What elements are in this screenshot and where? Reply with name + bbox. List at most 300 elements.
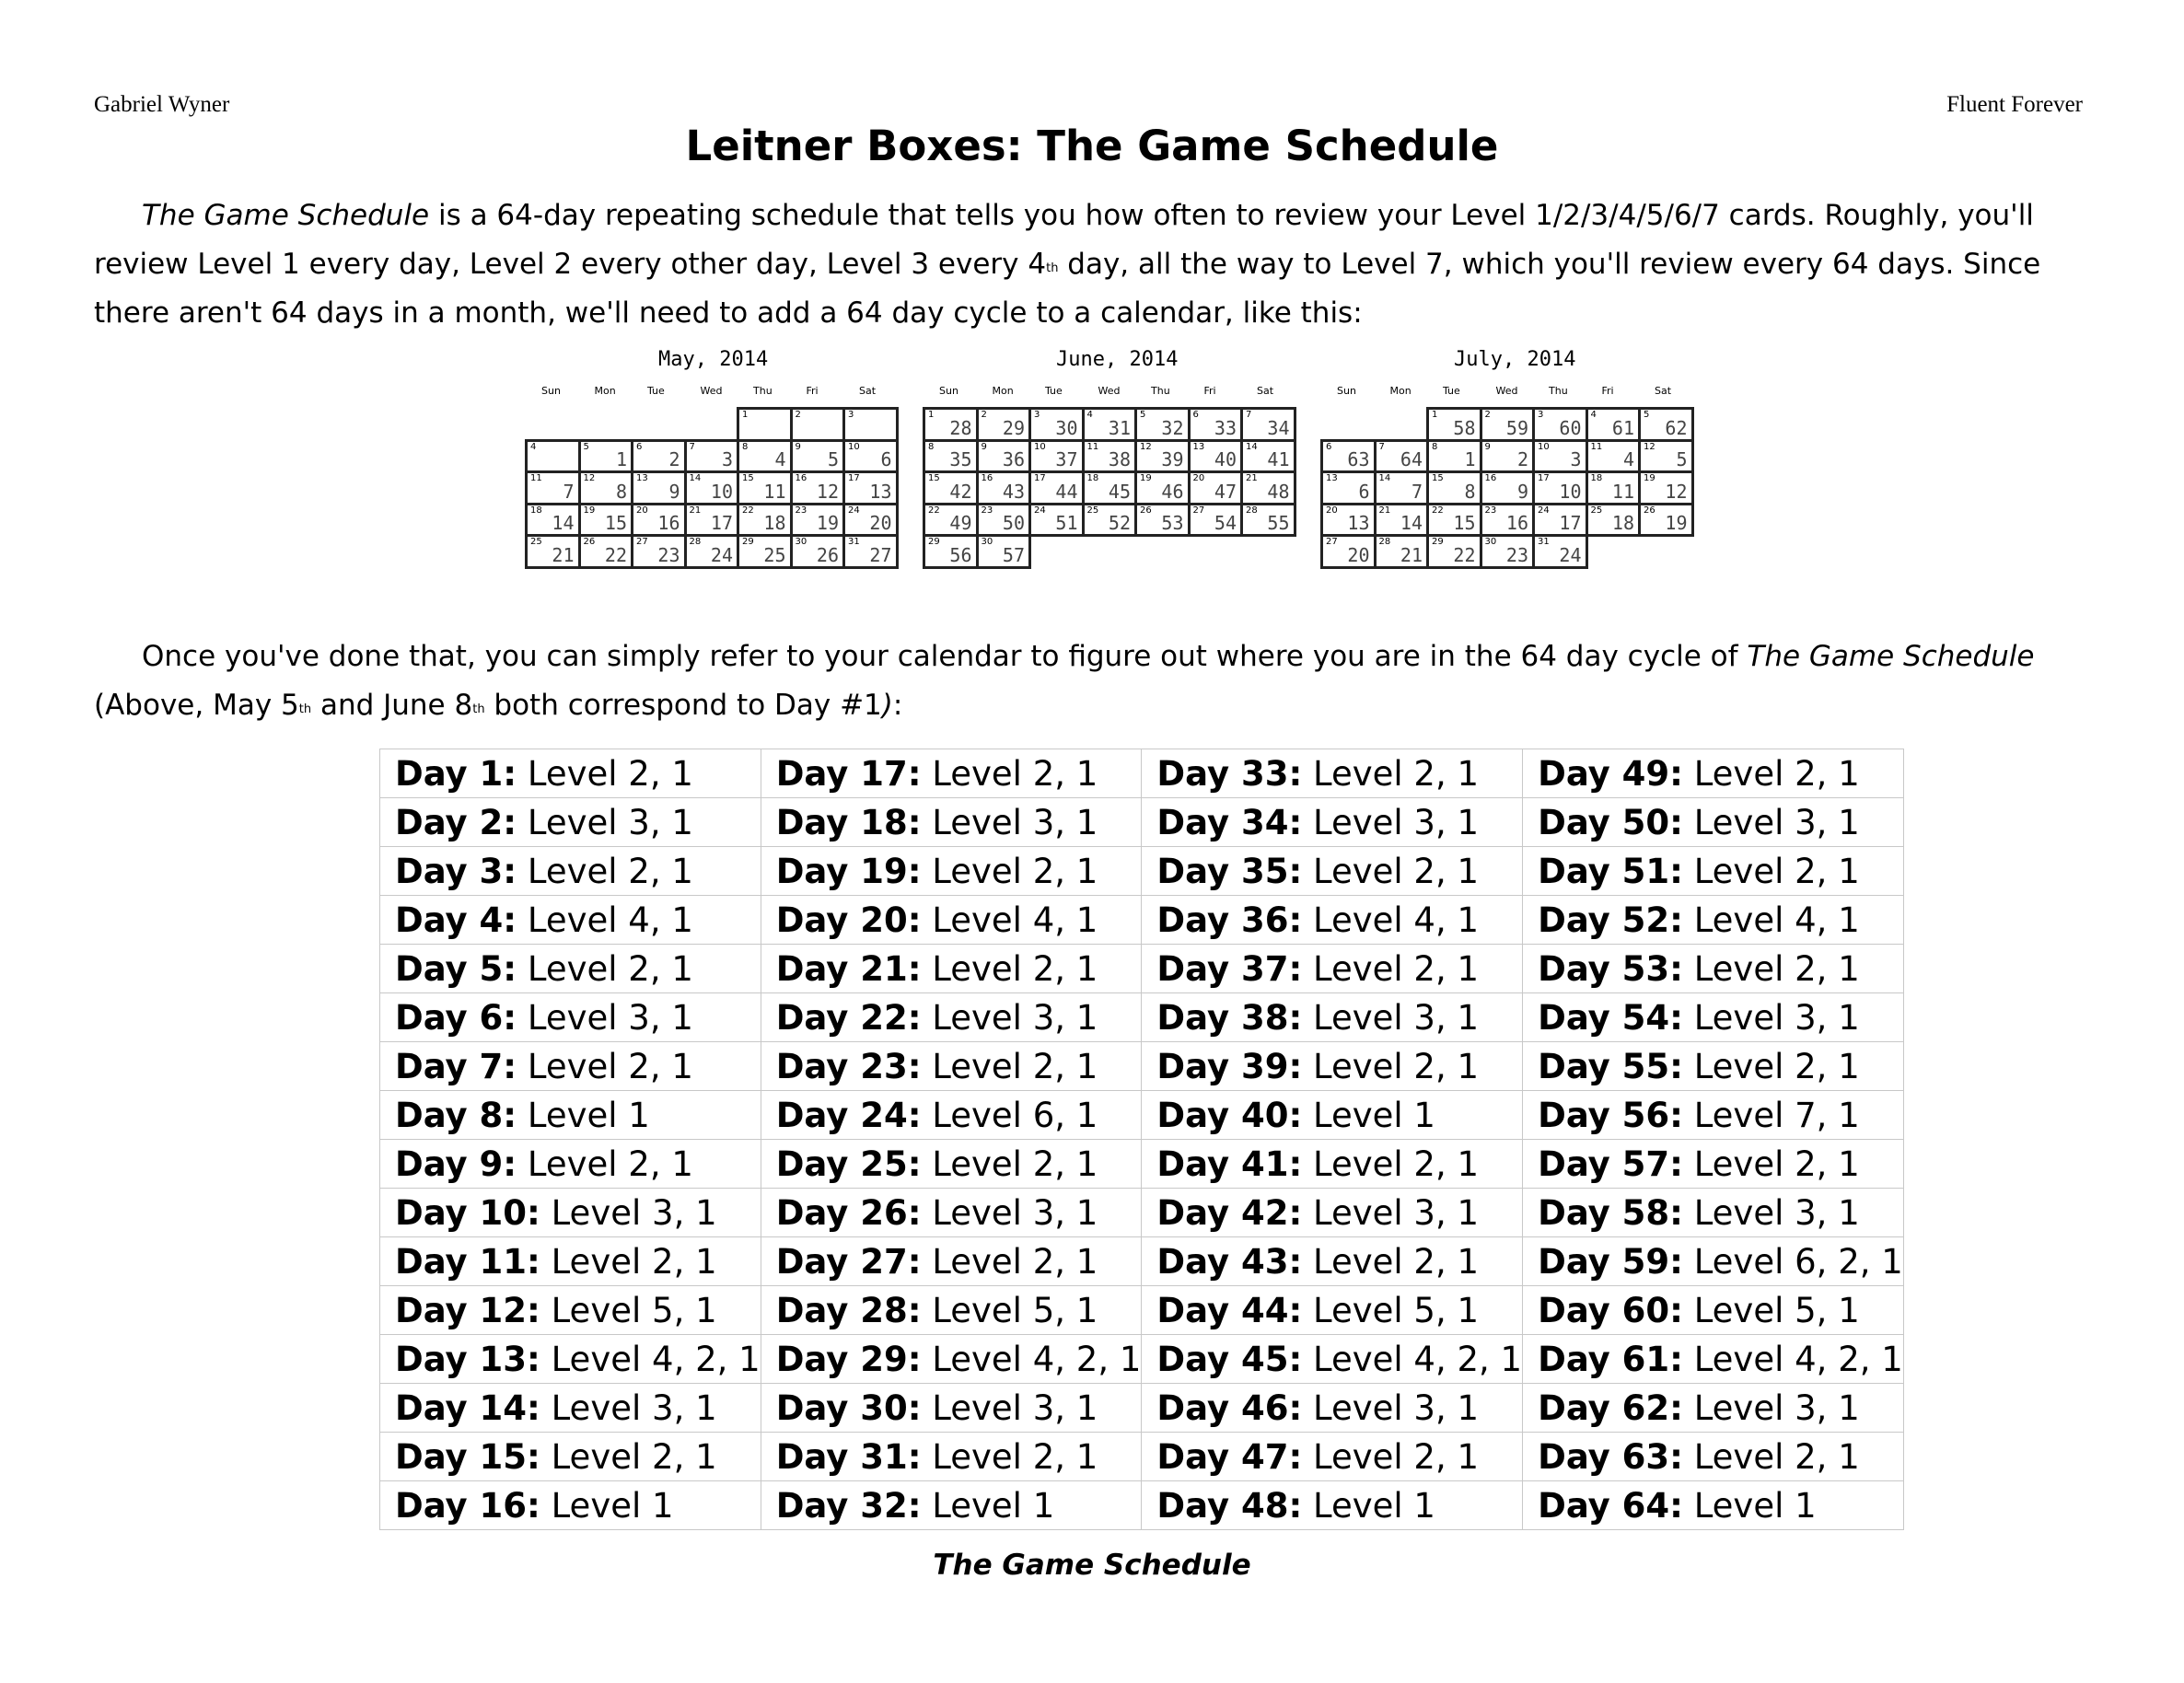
- schedule-cell: [1142, 1237, 1523, 1286]
- schedule-levels: Level 5, 1: [1693, 1290, 1860, 1330]
- weekday-label: Tue: [1443, 385, 1460, 397]
- calendar-day-cell: [1240, 439, 1296, 474]
- calendar-date: 14: [1246, 441, 1258, 452]
- calendar-date: 6: [636, 441, 643, 452]
- cycle-day-number: 4: [774, 448, 786, 470]
- schedule-levels: Level 6, 1: [932, 1095, 1098, 1135]
- schedule-cell: [1523, 1237, 1904, 1286]
- cycle-day-number: 20: [869, 512, 892, 534]
- calendar-day-cell: [1320, 439, 1377, 474]
- cycle-day-number: 14: [1400, 512, 1423, 534]
- table-row: [380, 1091, 1904, 1140]
- calendar-day-cell: [1426, 439, 1482, 474]
- schedule-levels: Level 4, 2, 1: [932, 1339, 1142, 1379]
- calendar-day-cell: [737, 503, 793, 538]
- calendar-day-cell: [790, 534, 846, 569]
- schedule-cell: [380, 993, 761, 1042]
- calendar-date: 19: [583, 505, 596, 516]
- calendar-date: 14: [689, 473, 702, 483]
- schedule-levels: Level 3, 1: [1313, 997, 1480, 1038]
- calendar-day-cell: [1028, 503, 1085, 538]
- cycle-day-number: 45: [1108, 480, 1131, 503]
- schedule-day-label: Day 57:: [1538, 1143, 1683, 1184]
- schedule-cell: [1523, 1335, 1904, 1384]
- schedule-cell: [1142, 1140, 1523, 1189]
- calendar-day-cell: [1134, 503, 1191, 538]
- schedule-day-label: Day 2:: [395, 802, 517, 842]
- calendar-date: 7: [1246, 410, 1252, 420]
- calendar-date: 9: [1484, 441, 1491, 452]
- calendar-date: 9: [795, 441, 801, 452]
- calendar-day-cell: [790, 470, 846, 505]
- calendar-date: 5: [1140, 410, 1146, 420]
- schedule-levels: Level 4, 2, 1: [551, 1339, 761, 1379]
- cycle-day-number: 20: [1347, 543, 1370, 566]
- schedule-levels: Level 3, 1: [932, 1192, 1098, 1233]
- calendar-date: 29: [1432, 537, 1444, 547]
- schedule-cell: [1523, 896, 1904, 945]
- table-row: [380, 1237, 1904, 1286]
- table-row: [380, 847, 1904, 896]
- schedule-levels: Level 5, 1: [551, 1290, 717, 1330]
- schedule-day-label: Day 8:: [395, 1095, 517, 1135]
- calendar-day-cell: [684, 470, 740, 505]
- schedule-cell: [761, 1433, 1142, 1481]
- schedule-levels: Level 1: [1313, 1485, 1435, 1526]
- calendar-date: 2: [795, 410, 801, 420]
- calendar-date: 3: [848, 410, 854, 420]
- cycle-day-number: 44: [1055, 480, 1078, 503]
- schedule-levels: Level 1: [1313, 1095, 1435, 1135]
- schedule-cell: [761, 896, 1142, 945]
- page-title: Leitner Boxes: The Game Schedule: [685, 122, 1499, 170]
- calendar-date: 26: [1644, 505, 1655, 516]
- calendar-day-cell: [631, 470, 687, 505]
- calendar-date: 1: [1432, 410, 1438, 420]
- table-row: [380, 1189, 1904, 1237]
- calendar-day-cell: [1240, 407, 1296, 442]
- schedule-cell: [1523, 798, 1904, 847]
- schedule-levels: Level 2, 1: [1693, 753, 1860, 794]
- table-row: [380, 1286, 1904, 1335]
- schedule-levels: Level 4, 1: [932, 900, 1098, 940]
- cycle-day-number: 27: [869, 543, 892, 566]
- table-caption: The Game Schedule: [933, 1549, 1251, 1582]
- followup-text-3: and June 8: [311, 689, 473, 722]
- schedule-day-label: Day 33:: [1156, 753, 1303, 794]
- cycle-day-number: 15: [604, 512, 627, 534]
- cycle-day-number: 10: [1559, 480, 1582, 503]
- calendar-day-cell: [684, 534, 740, 569]
- calendar-day-cell: [976, 534, 1032, 569]
- schedule-cell: [761, 945, 1142, 993]
- schedule-levels: Level 3, 1: [527, 802, 693, 842]
- calendar-day-cell: [1134, 407, 1191, 442]
- weekday-label: Fri: [806, 385, 819, 397]
- schedule-levels: Level 3, 1: [932, 1387, 1098, 1428]
- calendar-date: 11: [530, 473, 542, 483]
- schedule-cell: [1523, 1384, 1904, 1433]
- cycle-day-number: 46: [1161, 480, 1184, 503]
- schedule-day-label: Day 11:: [395, 1241, 540, 1282]
- game-schedule-table: [379, 749, 1904, 1530]
- cycle-day-number: 6: [1358, 480, 1370, 503]
- schedule-cell: [761, 1384, 1142, 1433]
- calendar-day-cell: [1426, 534, 1482, 569]
- schedule-levels: Level 2, 1: [932, 851, 1098, 891]
- calendar-date: 19: [1644, 473, 1655, 483]
- schedule-levels: Level 2, 1: [932, 753, 1098, 794]
- cycle-day-number: 40: [1214, 448, 1237, 470]
- schedule-cell: [1523, 945, 1904, 993]
- schedule-levels: Level 2, 1: [1693, 948, 1860, 989]
- cycle-day-number: 3: [721, 448, 733, 470]
- calendar-date: 25: [530, 537, 542, 547]
- schedule-cell: [1523, 1042, 1904, 1091]
- calendar-day-cell: [1426, 470, 1482, 505]
- calendar-date: 23: [1484, 505, 1497, 516]
- calendar-date: 23: [795, 505, 807, 516]
- schedule-cell: [761, 1042, 1142, 1091]
- schedule-cell: [1523, 847, 1904, 896]
- calendar-day-cell: [1188, 407, 1244, 442]
- calendar-title: June, 2014: [1056, 348, 1179, 371]
- schedule-levels: Level 3, 1: [1693, 1192, 1860, 1233]
- schedule-levels: Level 2, 1: [1313, 753, 1480, 794]
- schedule-levels: Level 2, 1: [527, 753, 693, 794]
- schedule-day-label: Day 15:: [395, 1436, 540, 1477]
- calendar-day-cell: [1426, 407, 1482, 442]
- calendar-day-cell: [1320, 534, 1377, 569]
- table-row: [380, 1384, 1904, 1433]
- schedule-levels: Level 4, 2, 1: [1313, 1339, 1523, 1379]
- calendar-date: 4: [530, 441, 537, 452]
- calendar-day-cell: [1586, 470, 1642, 505]
- schedule-levels: Level 3, 1: [1693, 1387, 1860, 1428]
- calendar-day-cell: [1586, 439, 1642, 474]
- calendar-day-cell: [790, 439, 846, 474]
- calendar-day-cell: [1028, 407, 1085, 442]
- schedule-cell: [1142, 847, 1523, 896]
- schedule-day-label: Day 20:: [775, 900, 922, 940]
- cycle-day-number: 25: [763, 543, 786, 566]
- schedule-cell: [1142, 1384, 1523, 1433]
- cycle-day-number: 12: [1665, 480, 1688, 503]
- schedule-cell: [761, 847, 1142, 896]
- schedule-day-label: Day 27:: [775, 1241, 922, 1282]
- schedule-day-label: Day 37:: [1156, 948, 1303, 989]
- weekday-label: Sun: [541, 385, 561, 397]
- schedule-day-label: Day 6:: [395, 997, 517, 1038]
- calendar-day-cell: [842, 439, 899, 474]
- cycle-day-number: 24: [710, 543, 733, 566]
- calendar-date: 22: [742, 505, 754, 516]
- cycle-day-number: 21: [552, 543, 575, 566]
- cycle-day-number: 19: [1665, 512, 1688, 534]
- cycle-day-number: 8: [615, 480, 627, 503]
- schedule-levels: Level 3, 1: [1313, 802, 1480, 842]
- schedule-day-label: Day 3:: [395, 851, 517, 891]
- schedule-day-label: Day 63:: [1538, 1436, 1683, 1477]
- calendar-day-cell: [1426, 503, 1482, 538]
- table-row: [380, 993, 1904, 1042]
- calendar-day-cell: [976, 503, 1032, 538]
- cycle-day-number: 2: [668, 448, 680, 470]
- schedule-cell: [1142, 1481, 1523, 1530]
- schedule-cell: [1523, 749, 1904, 798]
- calendar-date: 26: [583, 537, 596, 547]
- calendar-date: 15: [742, 473, 754, 483]
- calendar-day-cell: [578, 439, 634, 474]
- cycle-day-number: 62: [1665, 416, 1688, 439]
- schedule-day-label: Day 47:: [1156, 1436, 1303, 1477]
- schedule-cell: [380, 1237, 761, 1286]
- calendar-date: 11: [1590, 441, 1603, 452]
- weekday-label: Mon: [992, 385, 1014, 397]
- cycle-day-number: 48: [1267, 480, 1290, 503]
- cycle-day-number: 53: [1161, 512, 1184, 534]
- schedule-cell: [380, 1335, 761, 1384]
- calendar-date: 8: [928, 441, 935, 452]
- cycle-day-number: 34: [1267, 416, 1290, 439]
- cycle-day-number: 32: [1161, 416, 1184, 439]
- calendar-date: 8: [742, 441, 749, 452]
- calendar-day-cell: [1638, 503, 1694, 538]
- schedule-day-label: Day 22:: [775, 997, 922, 1038]
- followup-text-5: :: [892, 689, 903, 722]
- schedule-day-label: Day 18:: [775, 802, 922, 842]
- calendar-day-cell: [1638, 407, 1694, 442]
- schedule-day-label: Day 29:: [775, 1339, 922, 1379]
- schedule-cell: [1142, 1189, 1523, 1237]
- header-book-title: Fluent Forever: [1946, 92, 2083, 117]
- cycle-day-number: 13: [1347, 512, 1370, 534]
- schedule-day-label: Day 38:: [1156, 997, 1303, 1038]
- schedule-day-label: Day 36:: [1156, 900, 1303, 940]
- calendar-day-cell: [1532, 470, 1588, 505]
- calendar-date: 17: [848, 473, 860, 483]
- cycle-day-number: 22: [1453, 543, 1476, 566]
- cycle-day-number: 60: [1559, 416, 1582, 439]
- cycle-day-number: 17: [1559, 512, 1582, 534]
- schedule-day-label: Day 52:: [1538, 900, 1683, 940]
- cycle-day-number: 16: [657, 512, 680, 534]
- calendar-date: 22: [928, 505, 940, 516]
- schedule-day-label: Day 61:: [1538, 1339, 1683, 1379]
- schedule-levels: Level 2, 1: [932, 1436, 1098, 1477]
- cycle-day-number: 13: [869, 480, 892, 503]
- calendar-date: 18: [1590, 473, 1603, 483]
- calendar-date: 30: [795, 537, 807, 547]
- schedule-levels: Level 2, 1: [527, 1143, 693, 1184]
- cycle-day-number: 26: [816, 543, 839, 566]
- schedule-day-label: Day 45:: [1156, 1339, 1303, 1379]
- cycle-day-number: 7: [1411, 480, 1423, 503]
- cycle-day-number: 5: [827, 448, 839, 470]
- calendar-date: 5: [1644, 410, 1650, 420]
- calendar-day-cell: [1532, 407, 1588, 442]
- followup-paragraph: [94, 633, 2092, 730]
- followup-text-1: Once you've done that, you can simply refer to your calendar to figure out where you are in the 64 day cycle of: [142, 640, 1748, 673]
- calendar-date: 13: [1192, 441, 1205, 452]
- schedule-day-label: Day 62:: [1538, 1387, 1683, 1428]
- schedule-cell: [761, 1140, 1142, 1189]
- schedule-cell: [1523, 1481, 1904, 1530]
- schedule-cell: [1142, 896, 1523, 945]
- schedule-day-label: Day 10:: [395, 1192, 540, 1233]
- schedule-day-label: Day 42:: [1156, 1192, 1303, 1233]
- schedule-levels: Level 3, 1: [932, 802, 1098, 842]
- schedule-levels: Level 3, 1: [1693, 997, 1860, 1038]
- schedule-levels: Level 2, 1: [1693, 1143, 1860, 1184]
- weekday-label: Sun: [939, 385, 958, 397]
- schedule-levels: Level 2, 1: [1313, 1143, 1480, 1184]
- cycle-day-number: 50: [1002, 512, 1025, 534]
- calendar-date: 21: [1378, 505, 1391, 516]
- calendar-date: 20: [1326, 505, 1338, 516]
- schedule-levels: Level 5, 1: [1313, 1290, 1480, 1330]
- cycle-day-number: 10: [710, 480, 733, 503]
- calendar-day-cell: [976, 470, 1032, 505]
- calendar-date: 10: [1538, 441, 1550, 452]
- schedule-cell: [380, 1042, 761, 1091]
- calendar-day-cell: [1586, 407, 1642, 442]
- calendar-day-cell: [578, 534, 634, 569]
- schedule-levels: Level 1: [1693, 1485, 1817, 1526]
- weekday-label: Thu: [1549, 385, 1568, 397]
- cycle-day-number: 58: [1453, 416, 1476, 439]
- calendar-day-cell: [1134, 439, 1191, 474]
- schedule-cell: [380, 1189, 761, 1237]
- calendar-date: 10: [848, 441, 860, 452]
- schedule-day-label: Day 9:: [395, 1143, 517, 1184]
- calendar-date: 24: [1538, 505, 1550, 516]
- schedule-day-label: Day 59:: [1538, 1241, 1683, 1282]
- schedule-cell: [1523, 1091, 1904, 1140]
- schedule-day-label: Day 43:: [1156, 1241, 1303, 1282]
- schedule-day-label: Day 23:: [775, 1046, 922, 1086]
- table-row: [380, 945, 1904, 993]
- cycle-day-number: 15: [1453, 512, 1476, 534]
- weekday-label: Fri: [1203, 385, 1216, 397]
- calendar-date: 26: [1140, 505, 1152, 516]
- weekday-label: Wed: [700, 385, 723, 397]
- calendar-date: 15: [1432, 473, 1444, 483]
- calendar-day-cell: [923, 439, 979, 474]
- followup-emphasis-2: ): [881, 689, 893, 722]
- calendar-date: 6: [1326, 441, 1332, 452]
- calendar-day-cell: [1188, 503, 1244, 538]
- calendar-day-cell: [1082, 407, 1138, 442]
- schedule-day-label: Day 40:: [1156, 1095, 1303, 1135]
- cycle-day-number: 16: [1505, 512, 1528, 534]
- schedule-day-label: Day 12:: [395, 1290, 540, 1330]
- schedule-day-label: Day 58:: [1538, 1192, 1683, 1233]
- cycle-day-number: 29: [1002, 416, 1025, 439]
- schedule-levels: Level 2, 1: [551, 1241, 717, 1282]
- calendar-day-cell: [790, 407, 846, 442]
- schedule-levels: Level 2, 1: [932, 1143, 1098, 1184]
- weekday-label: Wed: [1098, 385, 1121, 397]
- schedule-cell: [380, 1433, 761, 1481]
- schedule-levels: Level 2, 1: [1313, 851, 1480, 891]
- schedule-levels: Level 2, 1: [932, 948, 1098, 989]
- schedule-cell: [761, 1237, 1142, 1286]
- cycle-day-number: 39: [1161, 448, 1184, 470]
- cycle-day-number: 33: [1214, 416, 1237, 439]
- calendar-date: 12: [1140, 441, 1152, 452]
- schedule-levels: Level 2, 1: [932, 1241, 1098, 1282]
- calendar-date: 4: [1590, 410, 1597, 420]
- calendar-date: 12: [583, 473, 596, 483]
- schedule-day-label: Day 30:: [775, 1387, 922, 1428]
- schedule-day-label: Day 26:: [775, 1192, 922, 1233]
- schedule-day-label: Day 56:: [1538, 1095, 1683, 1135]
- calendar-day-cell: [1480, 439, 1536, 474]
- schedule-cell: [761, 798, 1142, 847]
- schedule-cell: [1142, 1091, 1523, 1140]
- schedule-day-label: Day 39:: [1156, 1046, 1303, 1086]
- calendar-date: 8: [1432, 441, 1438, 452]
- calendar-date: 20: [1192, 473, 1205, 483]
- schedule-cell: [380, 1384, 761, 1433]
- schedule-cell: [380, 896, 761, 945]
- cycle-day-number: 28: [949, 416, 972, 439]
- calendar-day-cell: [1532, 439, 1588, 474]
- cycle-day-number: 4: [1622, 448, 1634, 470]
- schedule-cell: [761, 749, 1142, 798]
- calendar-day-cell: [976, 439, 1032, 474]
- schedule-levels: Level 4, 1: [1693, 900, 1860, 940]
- weekday-label: Thu: [753, 385, 773, 397]
- calendar-day-cell: [1374, 534, 1430, 569]
- calendar-day-cell: [684, 503, 740, 538]
- cycle-day-number: 54: [1214, 512, 1237, 534]
- weekday-label: Thu: [1151, 385, 1170, 397]
- calendar-day-cell: [923, 534, 979, 569]
- calendar-date: 14: [1378, 473, 1391, 483]
- calendar-day-cell: [1532, 534, 1588, 569]
- cycle-day-number: 1: [1464, 448, 1476, 470]
- calendar-day-cell: [1240, 503, 1296, 538]
- schedule-day-label: Day 28:: [775, 1290, 922, 1330]
- schedule-day-label: Day 13:: [395, 1339, 540, 1379]
- calendar-date: 11: [1086, 441, 1099, 452]
- cycle-day-number: 31: [1108, 416, 1131, 439]
- calendar-day-cell: [737, 534, 793, 569]
- schedule-levels: Level 3, 1: [1693, 802, 1860, 842]
- schedule-levels: Level 3, 1: [551, 1387, 717, 1428]
- schedule-cell: [761, 1481, 1142, 1530]
- weekday-label: Sat: [1655, 385, 1672, 397]
- schedule-day-label: Day 50:: [1538, 802, 1683, 842]
- schedule-levels: Level 2, 1: [1693, 1436, 1860, 1477]
- calendar-date: 2: [981, 410, 987, 420]
- calendar-day-cell: [1134, 470, 1191, 505]
- calendar-date: 25: [1086, 505, 1099, 516]
- schedule-levels: Level 2, 1: [1693, 1046, 1860, 1086]
- table-row: [380, 1481, 1904, 1530]
- cycle-day-number: 22: [604, 543, 627, 566]
- calendar-day-cell: [1480, 534, 1536, 569]
- calendar-date: 27: [1326, 537, 1338, 547]
- table-row: [380, 1042, 1904, 1091]
- calendar-day-cell: [923, 470, 979, 505]
- schedule-day-label: Day 25:: [775, 1143, 922, 1184]
- schedule-cell: [380, 749, 761, 798]
- schedule-levels: Level 7, 1: [1693, 1095, 1860, 1135]
- cycle-day-number: 23: [657, 543, 680, 566]
